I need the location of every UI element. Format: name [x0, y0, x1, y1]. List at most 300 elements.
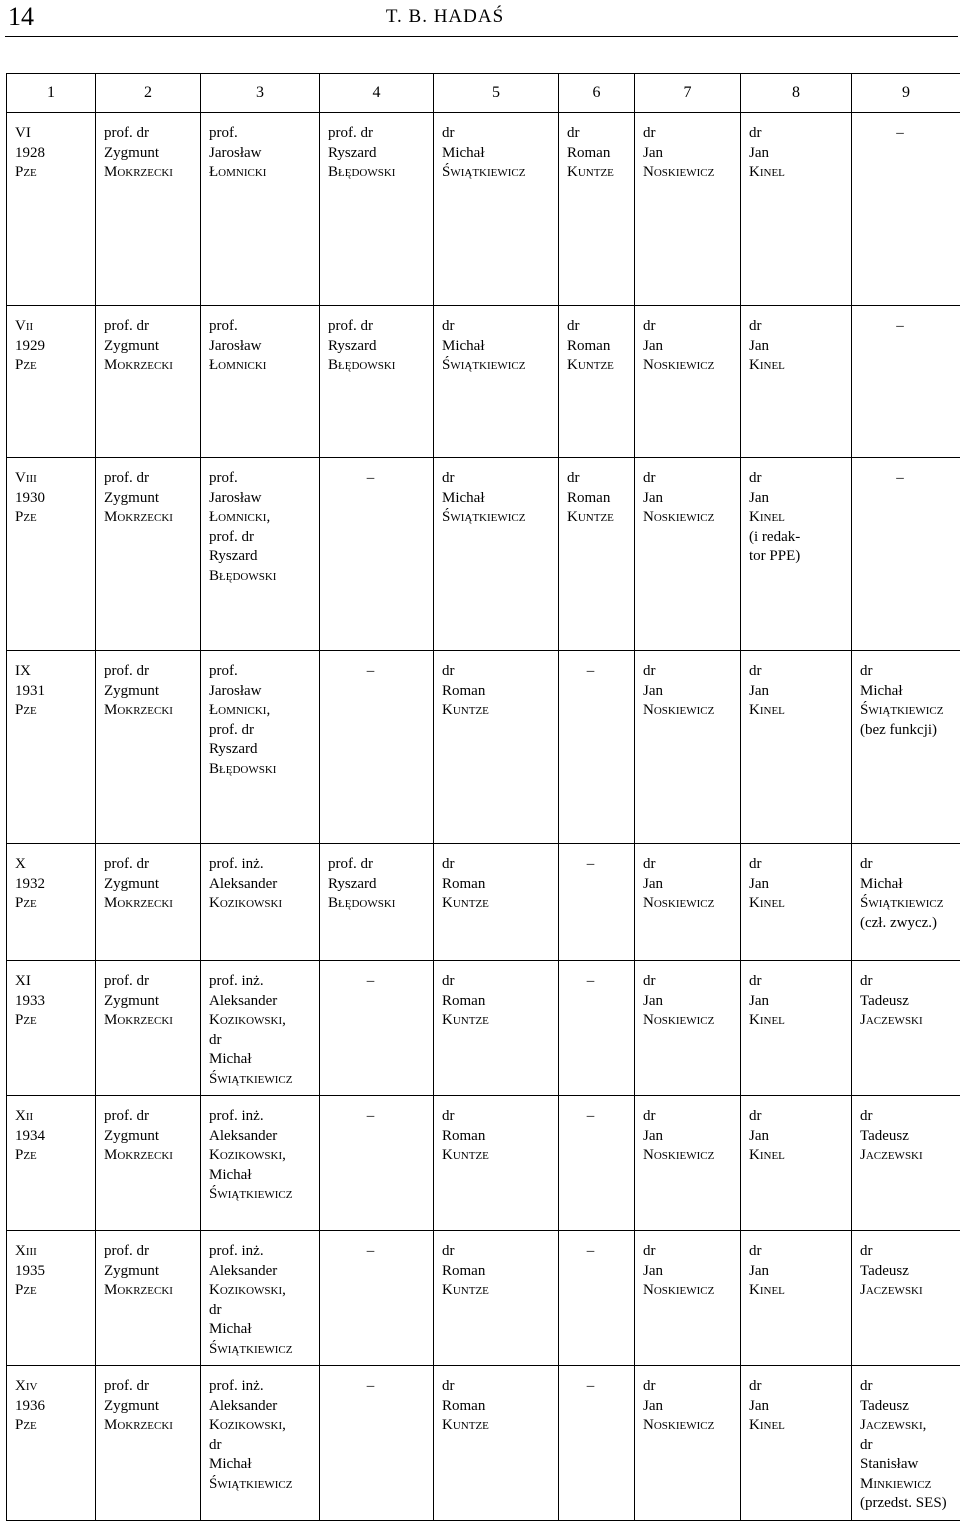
cell-line: Łomnicki,	[209, 701, 319, 721]
empty-dash: –	[328, 1242, 433, 1262]
cell-line: Pze	[15, 1281, 95, 1301]
table-cell	[434, 306, 559, 458]
cell-line: dr	[860, 855, 960, 875]
cell-line: Pze	[15, 163, 95, 183]
cell-line: Jan	[749, 1127, 851, 1147]
cell-line: dr	[860, 1107, 960, 1127]
cell-line: dr	[860, 1436, 960, 1456]
column-number: 2	[96, 74, 201, 113]
cell-line: prof. dr	[104, 469, 200, 489]
cell-line: dr	[860, 1242, 960, 1262]
cell-line: Mokrzecki	[104, 508, 200, 528]
cell-line: Michał	[442, 337, 558, 357]
cell-line: Błędowski	[328, 894, 433, 914]
cell-line: Zygmunt	[104, 992, 200, 1012]
cell-line: dr	[749, 469, 851, 489]
cell-line: Kuntze	[567, 508, 634, 528]
cell-line: Błędowski	[328, 356, 433, 376]
cell-line: dr	[643, 855, 740, 875]
cell-line: Tadeusz	[860, 1397, 960, 1417]
table-cell	[741, 651, 852, 844]
table-cell	[434, 844, 559, 961]
empty-dash: –	[567, 1107, 634, 1127]
cell-line: Zygmunt	[104, 875, 200, 895]
table-cell	[559, 113, 635, 306]
table-row	[7, 651, 960, 844]
table-cell	[635, 651, 741, 844]
cell-line: Świątkiewicz	[442, 163, 558, 183]
cell-line: Aleksander	[209, 992, 319, 1012]
cell-line: 1929	[15, 337, 95, 357]
cell-line: prof.	[209, 662, 319, 682]
table-cell	[635, 1096, 741, 1231]
table-row	[7, 306, 960, 458]
empty-dash: –	[860, 317, 960, 337]
cell-line: (i redak-	[749, 528, 851, 548]
cell-line: prof. dr	[104, 1107, 200, 1127]
cell-line: Jan	[643, 875, 740, 895]
empty-dash: –	[328, 1377, 433, 1397]
cell-line: Świątkiewicz	[442, 356, 558, 376]
table-row	[7, 113, 960, 306]
cell-line: Zygmunt	[104, 489, 200, 509]
table-cell	[559, 1366, 635, 1521]
cell-line: Tadeusz	[860, 1127, 960, 1147]
table-cell	[852, 844, 960, 961]
table-cell	[741, 1231, 852, 1366]
table-row	[7, 1366, 960, 1521]
cell-line: Michał	[209, 1166, 319, 1186]
cell-line: (bez funkcji)	[860, 721, 960, 741]
cell-line: dr	[860, 972, 960, 992]
cell-line: Roman	[442, 682, 558, 702]
table-cell	[320, 113, 434, 306]
table-cell	[852, 1366, 960, 1521]
empty-dash: –	[567, 1377, 634, 1397]
cell-line: Świątkiewicz	[860, 701, 960, 721]
table-cell	[852, 113, 960, 306]
table-cell	[320, 961, 434, 1096]
cell-line: Michał	[442, 144, 558, 164]
cell-line: Roman	[442, 992, 558, 1012]
empty-dash: –	[567, 855, 634, 875]
cell-line: dr	[442, 469, 558, 489]
cell-line: Kinel	[749, 1011, 851, 1031]
table-cell	[96, 1366, 201, 1521]
table-cell	[201, 1366, 320, 1521]
cell-line: Łomnicki	[209, 356, 319, 376]
table-cell	[741, 961, 852, 1096]
table-cell	[96, 961, 201, 1096]
table-cell	[741, 306, 852, 458]
cell-line: Świątkiewicz	[209, 1185, 319, 1205]
cell-line: dr	[749, 1242, 851, 1262]
table-cell	[320, 844, 434, 961]
cell-line: Pze	[15, 701, 95, 721]
cell-line: dr	[749, 1107, 851, 1127]
cell-line: Jan	[749, 992, 851, 1012]
empty-dash: –	[567, 972, 634, 992]
cell-line: prof.	[209, 469, 319, 489]
table-cell	[635, 961, 741, 1096]
cell-line: Roman	[567, 337, 634, 357]
cell-line: Kozikowski,	[209, 1281, 319, 1301]
cell-line: VI	[15, 124, 95, 144]
cell-line: dr	[442, 662, 558, 682]
cell-line: Michał	[860, 682, 960, 702]
cell-line: Ryszard	[328, 875, 433, 895]
cell-line: prof. dr	[104, 662, 200, 682]
table-cell	[96, 113, 201, 306]
cell-line: Noskiewicz	[643, 1146, 740, 1166]
table-cell	[635, 1231, 741, 1366]
table-cell	[852, 1096, 960, 1231]
table-cell	[741, 844, 852, 961]
cell-line: Roman	[567, 489, 634, 509]
table-cell	[201, 1096, 320, 1231]
cell-line: Aleksander	[209, 1397, 319, 1417]
column-number: 6	[559, 74, 635, 113]
cell-line: Mokrzecki	[104, 356, 200, 376]
column-number: 1	[7, 74, 96, 113]
empty-dash: –	[567, 1242, 634, 1262]
table-cell	[852, 1231, 960, 1366]
cell-line: Zygmunt	[104, 1127, 200, 1147]
cell-line: prof. dr	[104, 1242, 200, 1262]
cell-line: Jan	[643, 337, 740, 357]
table-row	[7, 1096, 960, 1231]
cell-line: Świątkiewicz	[209, 1070, 319, 1090]
cell-line: dr	[567, 469, 634, 489]
cell-line: dr	[442, 855, 558, 875]
cell-line: Kozikowski,	[209, 1011, 319, 1031]
cell-line: 1936	[15, 1397, 95, 1417]
cell-line: Jaczewski	[860, 1281, 960, 1301]
cell-line: dr	[442, 1107, 558, 1127]
cell-line: Noskiewicz	[643, 1281, 740, 1301]
table-cell	[7, 651, 96, 844]
cell-line: Jan	[643, 489, 740, 509]
cell-line: Jan	[643, 1127, 740, 1147]
cell-line: Jan	[749, 144, 851, 164]
cell-line: Mokrzecki	[104, 163, 200, 183]
table-cell	[201, 961, 320, 1096]
cell-line: dr	[442, 1242, 558, 1262]
cell-line: Tadeusz	[860, 1262, 960, 1282]
table-cell	[635, 844, 741, 961]
table-cell	[635, 113, 741, 306]
cell-line: Xii	[15, 1107, 95, 1127]
cell-line: Pze	[15, 894, 95, 914]
cell-line: Mokrzecki	[104, 894, 200, 914]
column-number: 3	[201, 74, 320, 113]
cell-line: Jarosław	[209, 337, 319, 357]
table-cell	[741, 113, 852, 306]
table-cell	[201, 113, 320, 306]
table-cell	[434, 651, 559, 844]
empty-dash: –	[328, 469, 433, 489]
table-cell	[96, 844, 201, 961]
cell-line: Michał	[209, 1320, 319, 1340]
cell-line: prof. dr	[328, 855, 433, 875]
empty-dash: –	[328, 1107, 433, 1127]
cell-line: Jan	[749, 875, 851, 895]
table-cell	[320, 651, 434, 844]
cell-line: Kinel	[749, 356, 851, 376]
cell-line: dr	[209, 1031, 319, 1051]
cell-line: Minkiewicz	[860, 1475, 960, 1495]
cell-line: Roman	[442, 1127, 558, 1147]
cell-line: Noskiewicz	[643, 1416, 740, 1436]
cell-line: prof. dr	[328, 124, 433, 144]
cell-line: Michał	[860, 875, 960, 895]
cell-line: Kuntze	[442, 1146, 558, 1166]
cell-line: prof.	[209, 317, 319, 337]
column-number: 7	[635, 74, 741, 113]
cell-line: Mokrzecki	[104, 1011, 200, 1031]
cell-line: prof. dr	[104, 972, 200, 992]
table-cell	[320, 1231, 434, 1366]
cell-line: Jan	[749, 489, 851, 509]
cell-line: dr	[749, 855, 851, 875]
cell-line: Jan	[643, 1262, 740, 1282]
cell-line: Ryszard	[209, 740, 319, 760]
cell-line: Kozikowski	[209, 894, 319, 914]
cell-line: Zygmunt	[104, 337, 200, 357]
cell-line: Kuntze	[442, 1416, 558, 1436]
cell-line: Kozikowski,	[209, 1146, 319, 1166]
running-title: T. B. HADAŚ	[0, 6, 890, 28]
cell-line: Zygmunt	[104, 1397, 200, 1417]
table-cell	[559, 1096, 635, 1231]
cell-line: Noskiewicz	[643, 894, 740, 914]
cell-line: (przedst. SES)	[860, 1494, 960, 1514]
table-cell	[96, 1096, 201, 1231]
cell-line: Pze	[15, 508, 95, 528]
cell-line: Aleksander	[209, 875, 319, 895]
cell-line: Mokrzecki	[104, 1416, 200, 1436]
cell-line: Pze	[15, 1011, 95, 1031]
cell-line: tor PPE)	[749, 547, 851, 567]
cell-line: Kuntze	[567, 163, 634, 183]
cell-line: Roman	[442, 1262, 558, 1282]
cell-line: Roman	[442, 1397, 558, 1417]
table-cell	[96, 1231, 201, 1366]
table-cell	[320, 1096, 434, 1231]
table-cell	[852, 651, 960, 844]
cell-line: Kozikowski,	[209, 1416, 319, 1436]
table-cell	[96, 651, 201, 844]
empty-dash: –	[860, 124, 960, 144]
table-cell	[201, 651, 320, 844]
column-number: 4	[320, 74, 434, 113]
table-cell	[434, 1366, 559, 1521]
cell-line: Mokrzecki	[104, 1281, 200, 1301]
cell-line: Zygmunt	[104, 682, 200, 702]
cell-line: 1932	[15, 875, 95, 895]
cell-line: Kuntze	[567, 356, 634, 376]
cell-line: Noskiewicz	[643, 701, 740, 721]
cell-line: dr	[643, 1107, 740, 1127]
cell-line: Zygmunt	[104, 144, 200, 164]
cell-line: Błędowski	[209, 567, 319, 587]
cell-line: dr	[442, 1377, 558, 1397]
cell-line: Kinel	[749, 1281, 851, 1301]
cell-line: Viii	[15, 469, 95, 489]
cell-line: Jan	[749, 1397, 851, 1417]
table-cell	[7, 1096, 96, 1231]
table-row	[7, 1231, 960, 1366]
column-number-row	[7, 74, 960, 113]
table-cell	[7, 844, 96, 961]
page-header	[0, 0, 960, 38]
cell-line: dr	[643, 469, 740, 489]
cell-line: Jaczewski	[860, 1146, 960, 1166]
cell-line: dr	[567, 317, 634, 337]
page-number: 14	[8, 2, 34, 32]
cell-line: prof. dr	[209, 528, 319, 548]
cell-line: Kinel	[749, 894, 851, 914]
cell-line: prof. inż.	[209, 972, 319, 992]
cell-line: prof. dr	[328, 317, 433, 337]
cell-line: Kuntze	[442, 894, 558, 914]
cell-line: Kuntze	[442, 701, 558, 721]
cell-line: Xiii	[15, 1242, 95, 1262]
cell-line: Świątkiewicz	[209, 1475, 319, 1495]
cell-line: prof. dr	[104, 124, 200, 144]
table-cell	[320, 1366, 434, 1521]
cell-line: Kinel	[749, 1416, 851, 1436]
cell-line: Tadeusz	[860, 992, 960, 1012]
cell-line: 1931	[15, 682, 95, 702]
cell-line: prof.	[209, 124, 319, 144]
table-cell	[96, 458, 201, 651]
cell-line: Pze	[15, 1146, 95, 1166]
empty-dash: –	[860, 469, 960, 489]
table-row	[7, 458, 960, 651]
table-cell	[201, 458, 320, 651]
cell-line: dr	[749, 1377, 851, 1397]
cell-line: X	[15, 855, 95, 875]
table-row	[7, 961, 960, 1096]
cell-line: Kinel	[749, 1146, 851, 1166]
cell-line: dr	[209, 1301, 319, 1321]
cell-line: Kuntze	[442, 1011, 558, 1031]
cell-line: dr	[643, 124, 740, 144]
cell-line: 1933	[15, 992, 95, 1012]
table-cell	[635, 458, 741, 651]
cell-line: dr	[749, 662, 851, 682]
table-cell	[559, 844, 635, 961]
cell-line: prof. inż.	[209, 1377, 319, 1397]
table-cell	[559, 1231, 635, 1366]
table-body	[7, 113, 960, 1521]
table-cell	[7, 1231, 96, 1366]
table-cell	[852, 961, 960, 1096]
cell-line: Ryszard	[209, 547, 319, 567]
table-cell	[434, 1096, 559, 1231]
cell-line: Pze	[15, 356, 95, 376]
cell-line: dr	[442, 124, 558, 144]
cell-line: Jan	[749, 337, 851, 357]
cell-line: Jarosław	[209, 144, 319, 164]
table-cell	[7, 1366, 96, 1521]
table-cell	[7, 113, 96, 306]
table-cell	[741, 1096, 852, 1231]
cell-line: Michał	[209, 1455, 319, 1475]
table-cell	[434, 961, 559, 1096]
cell-line: Xiv	[15, 1377, 95, 1397]
cell-line: Jan	[749, 682, 851, 702]
table-row	[7, 844, 960, 961]
table-cell	[559, 306, 635, 458]
cell-line: Noskiewicz	[643, 1011, 740, 1031]
cell-line: Aleksander	[209, 1127, 319, 1147]
cell-line: Łomnicki,	[209, 508, 319, 528]
table-cell	[852, 458, 960, 651]
cell-line: Roman	[442, 875, 558, 895]
cell-line: Świątkiewicz	[860, 894, 960, 914]
cell-line: Stanisław	[860, 1455, 960, 1475]
cell-line: Kuntze	[442, 1281, 558, 1301]
cell-line: prof. dr	[104, 855, 200, 875]
cell-line: Noskiewicz	[643, 508, 740, 528]
table-cell	[7, 458, 96, 651]
cell-line: Jarosław	[209, 489, 319, 509]
cell-line: Kinel	[749, 508, 851, 528]
cell-line: Michał	[209, 1050, 319, 1070]
cell-line: Jan	[749, 1262, 851, 1282]
cell-line: Vii	[15, 317, 95, 337]
column-number: 5	[434, 74, 559, 113]
cell-line: 1928	[15, 144, 95, 164]
cell-line: dr	[860, 662, 960, 682]
cell-line: Jan	[643, 144, 740, 164]
cell-line: Mokrzecki	[104, 701, 200, 721]
cell-line: dr	[643, 1377, 740, 1397]
cell-line: Jan	[643, 992, 740, 1012]
cell-line: Kinel	[749, 701, 851, 721]
column-number: 8	[741, 74, 852, 113]
cell-line: Ryszard	[328, 144, 433, 164]
table-cell	[201, 844, 320, 961]
cell-line: prof. inż.	[209, 1107, 319, 1127]
cell-line: Jaczewski	[860, 1011, 960, 1031]
cell-line: Błędowski	[328, 163, 433, 183]
cell-line: Świątkiewicz	[442, 508, 558, 528]
table-cell	[635, 1366, 741, 1521]
cell-line: 1930	[15, 489, 95, 509]
table-cell	[434, 1231, 559, 1366]
empty-dash: –	[328, 662, 433, 682]
table-cell	[434, 458, 559, 651]
cell-line: prof. dr	[104, 1377, 200, 1397]
cell-line: (czł. zwycz.)	[860, 914, 960, 934]
table-cell	[741, 1366, 852, 1521]
cell-line: 1934	[15, 1127, 95, 1147]
cell-line: Jarosław	[209, 682, 319, 702]
column-number: 9	[852, 74, 960, 113]
cell-line: Jan	[643, 682, 740, 702]
cell-line: dr	[209, 1436, 319, 1456]
empty-dash: –	[567, 662, 634, 682]
cell-line: Zygmunt	[104, 1262, 200, 1282]
table-cell	[201, 306, 320, 458]
cell-line: Michał	[442, 489, 558, 509]
cell-line: IX	[15, 662, 95, 682]
cell-line: dr	[749, 972, 851, 992]
header-rule	[5, 36, 958, 37]
